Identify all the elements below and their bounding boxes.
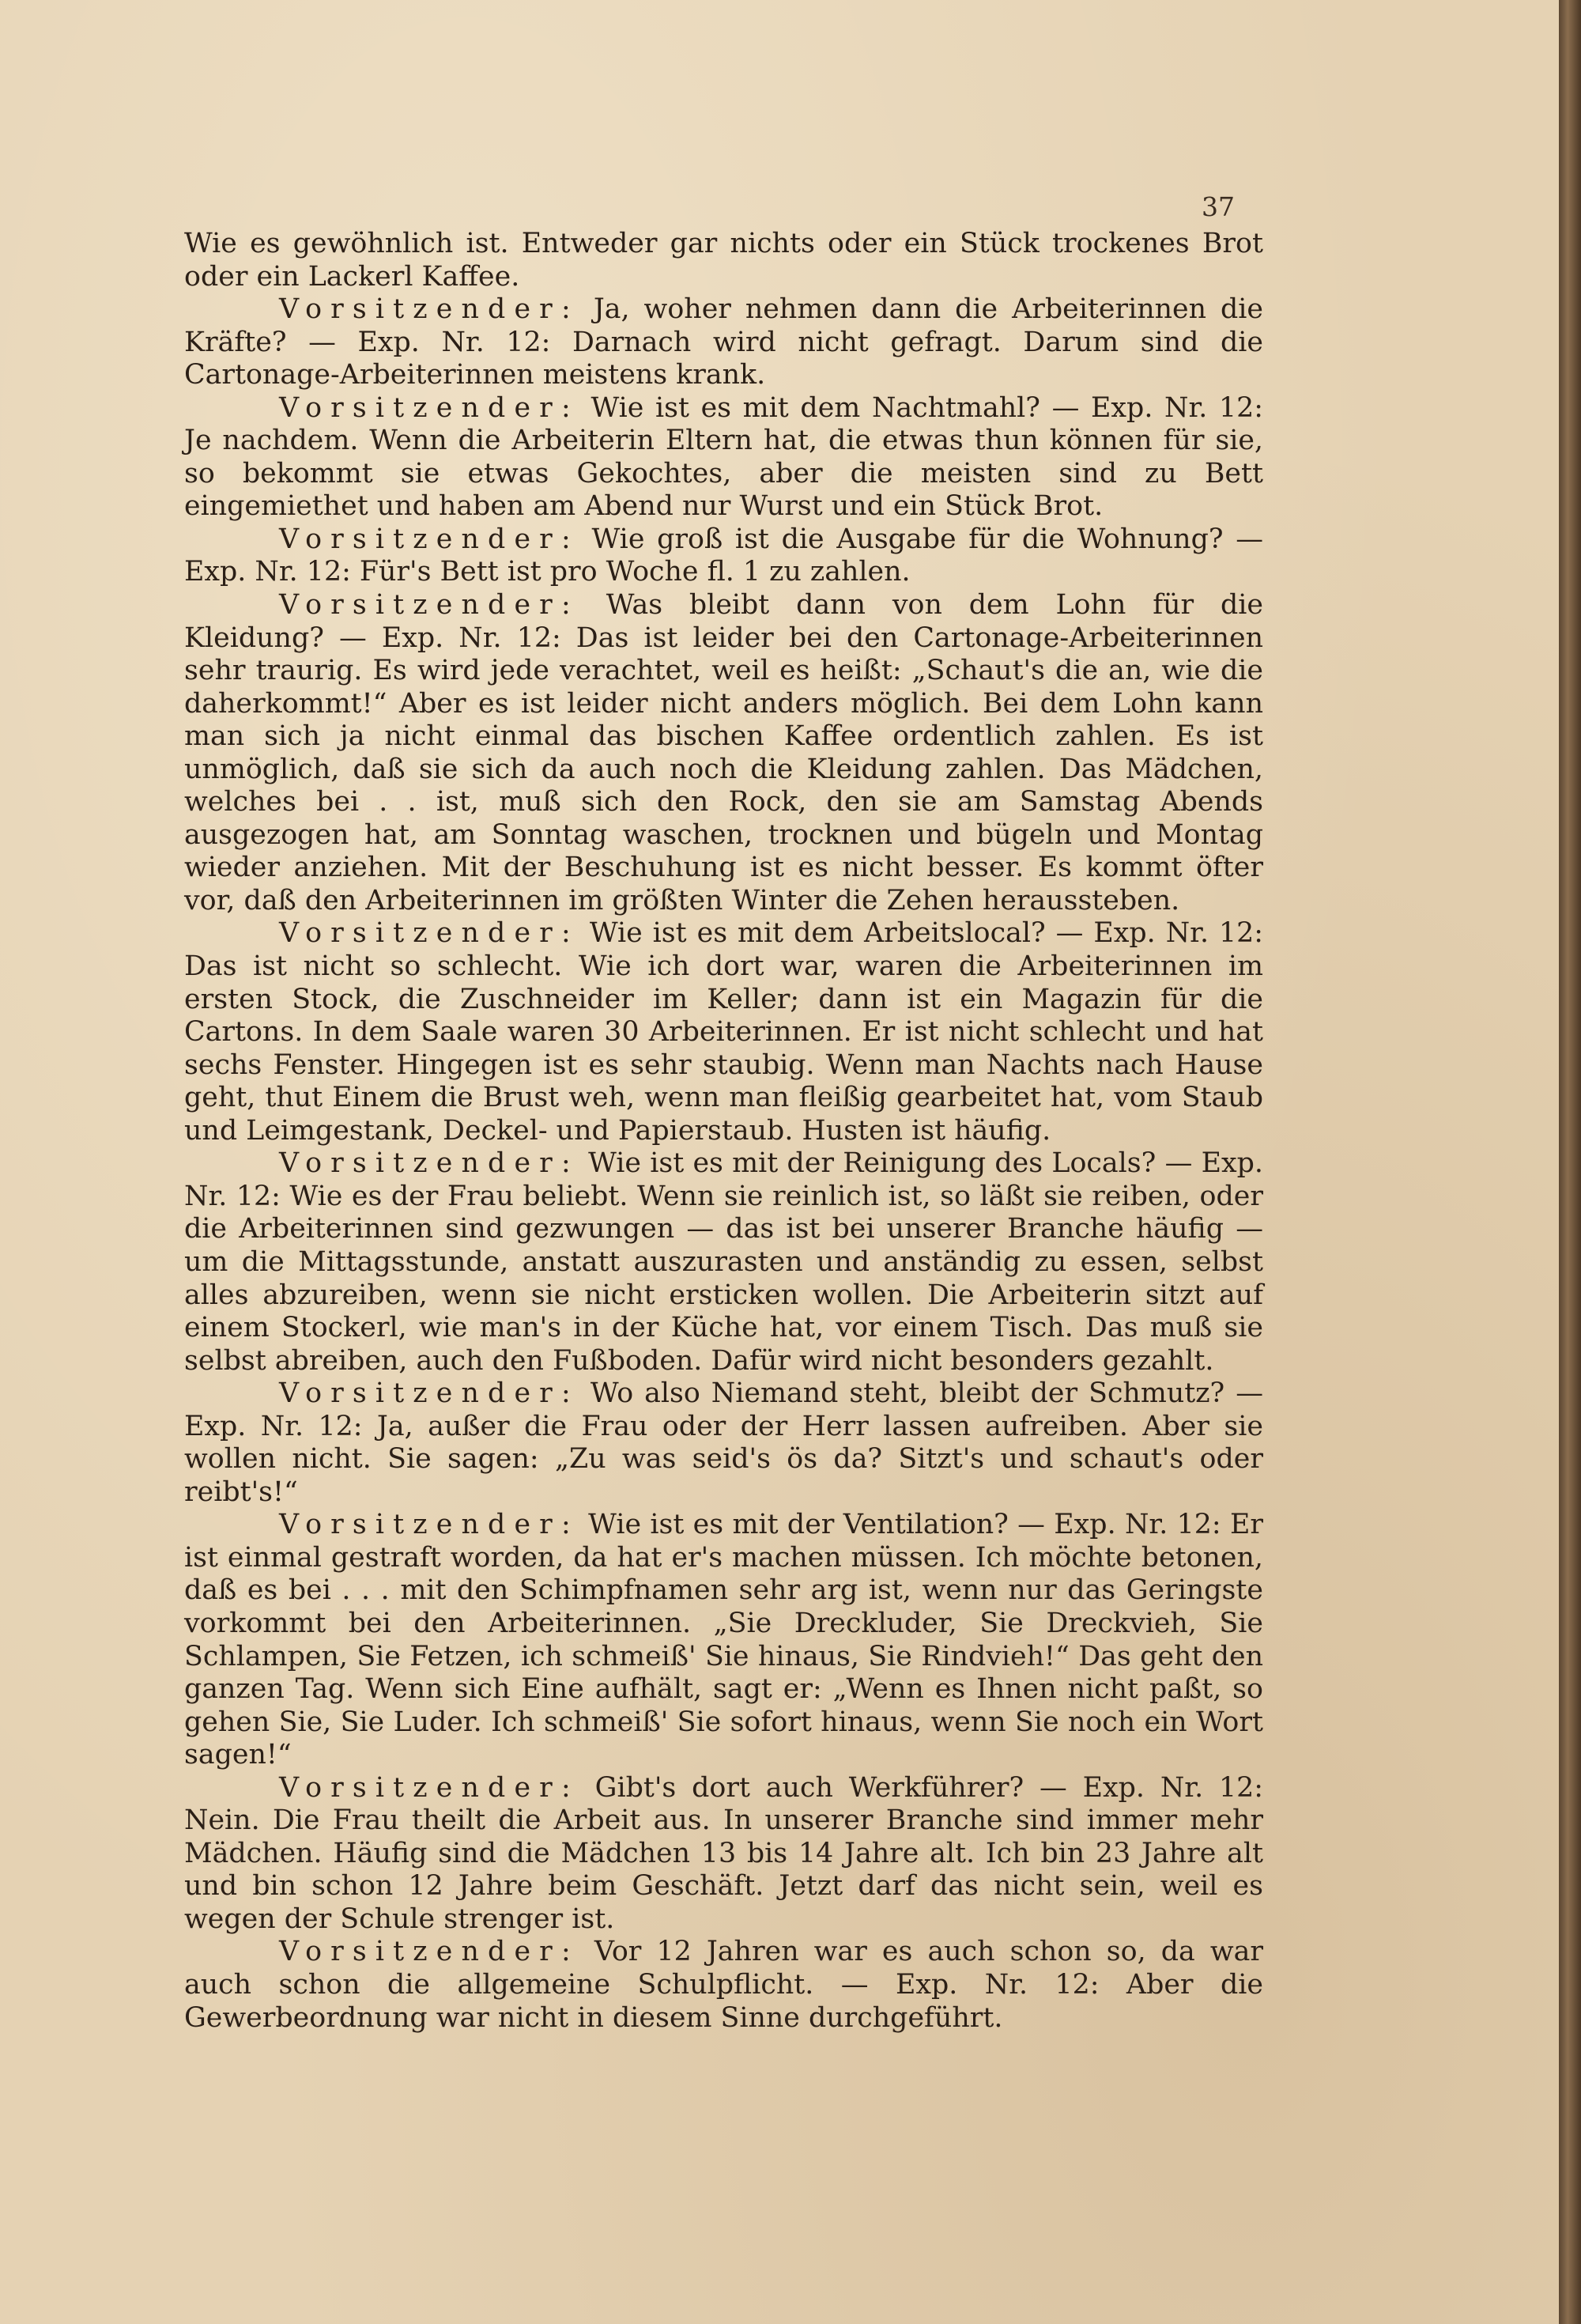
paragraph [184, 228, 1263, 293]
paragraph-text: Ja, woher nehmen dann die Arbeiterinnen die Kräfte? — Exp. Nr. 12: Darnach wird nicht gefragt. Darum sind die Cartonage-Arbeiterinnen meistens krank. [184, 293, 1263, 391]
paragraph [184, 589, 1263, 917]
speaker-label: Vorsitzender: [279, 1771, 579, 1804]
paragraph [184, 1509, 1263, 1771]
speaker-label: Vorsitzender: [279, 1509, 579, 1541]
paragraph-text: Wie ist es mit der Reinigung des Locals? — Exp. Nr. 12: Wie es der Frau beliebt. Wenn sie reinlich ist, so läßt sie reiben, oder die Arbeiterinnen sind gezwungen — das ist bei unserer Branche häufig — um die Mittagsstunde, anstatt auszurasten und anständig zu essen, selbst alles abzureiben, wenn sie nicht ersticken wollen. Die Arbeiterin sitzt auf einem Stockerl, wie man's in der Küche hat, vor einem Tisch. Das muß sie selbst abreiben, auch den Fußboden. Dafür wird nicht besonders gezahlt. [184, 1147, 1263, 1377]
paragraph [184, 1377, 1263, 1509]
book-edge [1559, 0, 1581, 2324]
speaker-label: Vorsitzender: [279, 917, 579, 950]
paragraph [184, 1147, 1263, 1377]
speaker-label: Vorsitzender: [279, 1377, 579, 1410]
paragraph-text: Wie ist es mit dem Arbeitslocal? — Exp. Nr. 12: Das ist nicht so schlecht. Wie ich dort war, waren die Arbeiterinnen im ersten Stock, die Zuschneider im Keller; dann ist ein Magazin für die Cartons. In dem Saale waren 30 Arbeiterinnen. Er ist nicht schlecht und hat sechs Fenster. Hingegen ist es sehr staubig. Wenn man Nachts nach Hause geht, thut Einem die Brust weh, wenn man fleißig gearbeitet hat, vom Staub und Leimgestank, Deckel- und Papierstaub. Husten ist häufig. [184, 917, 1263, 1147]
paragraph-text: Wie groß ist die Ausgabe für die Wohnung? — Exp. Nr. 12: Für's Bett ist pro Woche fl. 1 zu zahlen. [184, 523, 1263, 588]
body-text [184, 228, 1263, 2035]
paragraph [184, 293, 1263, 392]
paragraph [184, 917, 1263, 1147]
speaker-label: Vorsitzender: [279, 589, 579, 622]
speaker-label: Vorsitzender: [279, 293, 579, 326]
paragraph-text: Gibt's dort auch Werkführer? — Exp. Nr. 12: Nein. Die Frau theilt die Arbeit aus. In unserer Branche sind immer mehr Mädchen. Häufig sind die Mädchen 13 bis 14 Jahre alt. Ich bin 23 Jahre alt und bin schon 12 Jahre beim Geschäft. Jetzt darf das nicht sein, weil es wegen der Schule strenger ist. [184, 1771, 1263, 1935]
speaker-label: Vorsitzender: [279, 1147, 579, 1180]
paragraph-text: Wie ist es mit der Ventilation? — Exp. Nr. 12: Er ist einmal gestraft worden, da hat er's machen müssen. Ich möchte betonen, daß es bei . . . mit den Schimpfnamen sehr arg ist, wenn nur das Geringste vorkommt bei den Arbeiterinnen. „Sie Dreckluder, Sie Dreckvieh, Sie Schlampen, Sie Fetzen, ich schmeiß' Sie hinaus, Sie Rindvieh!“ Das geht den ganzen Tag. Wenn sich Eine aufhält, sagt er: „Wenn es Ihnen nicht paßt, so gehen Sie, Sie Luder. Ich schmeiß' Sie sofort hinaus, wenn Sie noch ein Wort sagen!“ [184, 1509, 1263, 1771]
speaker-label: Vorsitzender: [279, 523, 579, 555]
paragraph-text: Wo also Niemand steht, bleibt der Schmutz? — Exp. Nr. 12: Ja, außer die Frau oder der Herr lassen aufreiben. Aber sie wollen nicht. Sie sagen: „Zu was seid's ös da? Sitzt's und schaut's oder reibt's!“ [184, 1377, 1263, 1508]
paragraph [184, 1936, 1263, 2035]
paragraph-text: Was bleibt dann von dem Lohn für die Kleidung? — Exp. Nr. 12: Das ist leider bei den Cartonage-Arbeiterinnen sehr traurig. Es wird jede verachtet, weil es heißt: „Schaut's die an, wie die daherkommt!“ Aber es ist leider nicht anders möglich. Bei dem Lohn kann man sich ja nicht einmal das bischen Kaffee ordentlich zahlen. Es ist unmöglich, daß sie sich da auch noch die Kleidung zahlen. Das Mädchen, welches bei . . ist, muß sich den Rock, den sie am Samstag Abends ausgezogen hat, am Sonntag waschen, trocknen und bügeln und Montag wieder anziehen. Mit der Beschuhung ist es nicht besser. Es kommt öfter vor, daß den Arbeiterinnen im größten Winter die Zehen heraussteben. [184, 589, 1263, 916]
page-number: 37 [1202, 191, 1235, 222]
paragraph-text: Wie es gewöhnlich ist. Entweder gar nichts oder ein Stück trockenes Brot oder ein Lackerl Kaffee. [184, 228, 1263, 293]
paragraph-text: Wie ist es mit dem Nachtmahl? — Exp. Nr. 12: Je nachdem. Wenn die Arbeiterin Eltern hat, die etwas thun können für sie, so bekommt sie etwas Gekochtes, aber die meisten sind zu Bett eingemiethet und haben am Abend nur Wurst und ein Stück Brot. [184, 391, 1263, 523]
paragraph [184, 392, 1263, 523]
speaker-label: Vorsitzender: [279, 391, 579, 424]
paragraph [184, 1772, 1263, 1937]
paragraph-text: Vor 12 Jahren war es auch schon so, da war auch schon die allgemeine Schulpflicht. — Exp. Nr. 12: Aber die Gewerbeordnung war nicht in diesem Sinne durchgeführt. [184, 1936, 1263, 2034]
paragraph [184, 523, 1263, 589]
speaker-label: Vorsitzender: [279, 1936, 579, 1968]
